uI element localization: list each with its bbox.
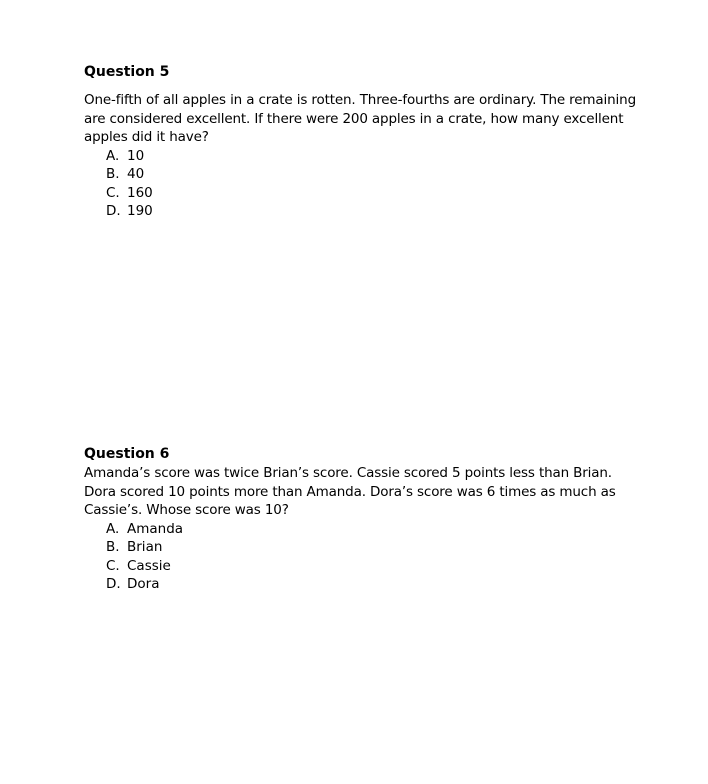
option-value: 10 [127,147,145,164]
question-text: One-fifth of all apples in a crate is rotten. Three-fourths are ordinary. The remaining are considered excellent. If there were 200 apples in a crate, how many excellent apples did it have? [84,92,636,145]
question-text: Amanda’s score was twice Brian’s score. Cassie scored 5 points less than Brian. Dora scored 10 points more than Amanda. Dora’s score was 6 times as much as Cassie’s. Whose score was 10? [84,465,616,518]
option-letter: A. [106,520,120,537]
option-a [106,520,644,539]
option-b [106,538,644,557]
question-5 [84,63,644,221]
option-d [106,575,644,594]
option-value: Dora [127,576,160,592]
answer-options [84,520,644,594]
option-value: Amanda [127,520,184,537]
option-value: 160 [127,184,153,201]
option-b [106,165,644,184]
option-value: 190 [127,203,153,219]
answer-options [84,147,644,221]
option-letter: C. [106,184,120,201]
option-a [106,147,644,166]
question-6 [84,445,644,594]
option-letter: A. [106,147,120,164]
option-c [106,557,644,576]
option-letter: C. [106,557,120,574]
option-letter: D. [106,576,121,592]
option-value: Cassie [127,557,171,574]
option-value: 40 [127,166,145,182]
option-letter: B. [106,166,120,182]
option-letter: B. [106,539,120,555]
question-title: Question 5 [84,64,170,80]
option-d [106,202,644,221]
option-c [106,184,644,203]
question-title: Question 6 [84,446,170,462]
option-letter: D. [106,203,121,219]
option-value: Brian [127,539,163,555]
